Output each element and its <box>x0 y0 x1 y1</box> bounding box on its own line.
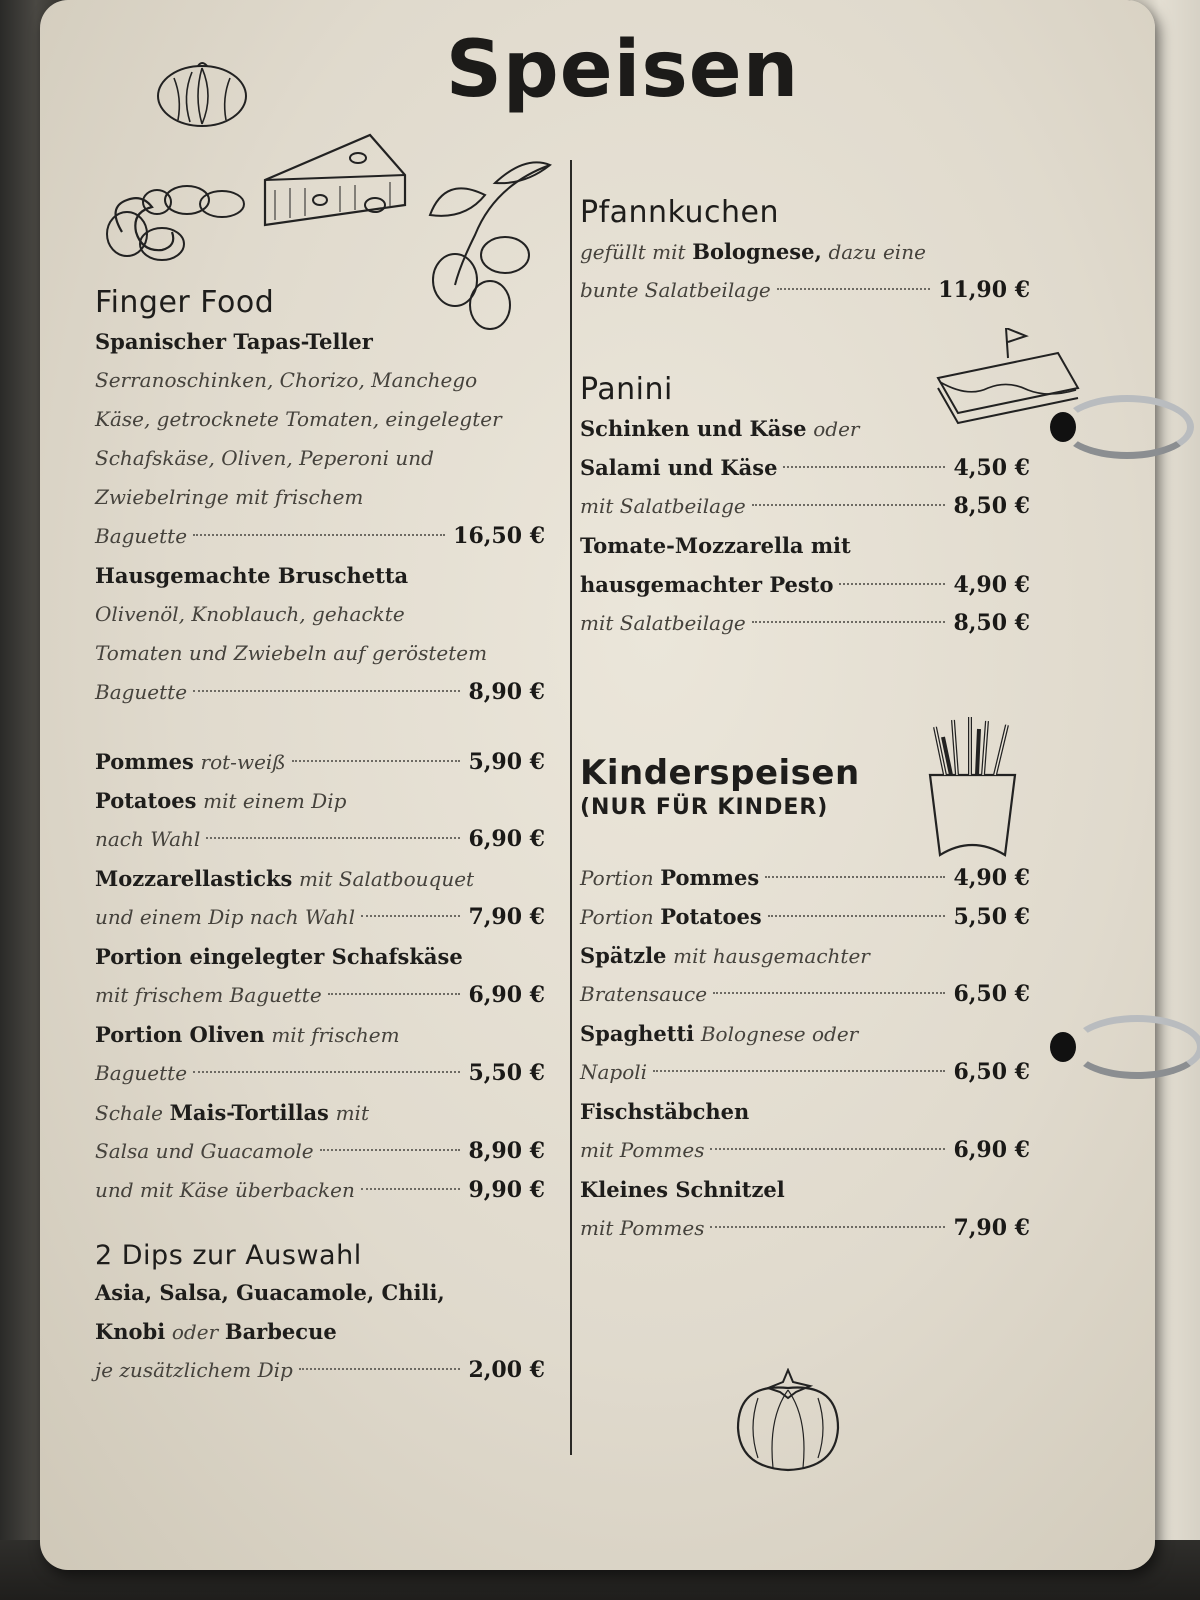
column-divider <box>570 160 572 1455</box>
item-desc: Serranoschinken, Chorizo, Manchego <box>95 368 478 392</box>
item-desc: Napoli <box>580 1060 648 1084</box>
binder-ring <box>1070 1015 1200 1079</box>
pfannkuchen-heading: Pfannkuchen <box>580 195 780 230</box>
item-desc: Portion <box>580 905 654 929</box>
item-desc: Bolognese oder <box>700 1022 859 1046</box>
item-name: Spanischer Tapas-Teller <box>95 329 373 354</box>
item-name: Kleines Schnitzel <box>580 1177 785 1202</box>
item-desc: Olivenöl, Knoblauch, gehackte <box>95 602 405 626</box>
item-price: 6,50 € <box>953 981 1030 1007</box>
item-desc: mit frischem Baguette <box>95 983 322 1007</box>
item-price: 16,50 € <box>453 523 545 549</box>
item-price: 7,90 € <box>468 904 545 930</box>
item-desc: Salsa und Guacamole <box>95 1139 314 1163</box>
item-name: Schinken und Käse <box>580 416 807 441</box>
item-name: Salami und Käse <box>580 455 778 480</box>
item-price: 6,90 € <box>953 1137 1030 1163</box>
page-title: Speisen <box>445 25 800 115</box>
dips-heading: 2 Dips zur Auswahl <box>95 1240 362 1271</box>
item-price: 4,50 € <box>953 455 1030 481</box>
item-name: Bolognese, <box>692 239 822 264</box>
item-price: 7,90 € <box>953 1215 1030 1241</box>
sausage-icon <box>102 172 247 267</box>
item-desc: Baguette <box>95 524 188 548</box>
item-name: Tomate-Mozzarella mit <box>580 533 851 558</box>
left-column <box>95 285 545 1390</box>
right-column <box>580 195 1030 1248</box>
item-desc: Bratensauce <box>580 982 708 1006</box>
item-desc: Portion <box>580 866 654 890</box>
extra-dip-label: je zusätzlichem Dip <box>95 1358 293 1382</box>
item-desc: Baguette <box>95 680 188 704</box>
item-desc: nach Wahl <box>95 827 201 851</box>
panini-heading: Panini <box>580 372 673 407</box>
dip-knobi: Knobi <box>95 1319 166 1344</box>
item-name: Mozzarellasticks <box>95 866 293 891</box>
finger-food-heading: Finger Food <box>95 285 275 320</box>
binder-ring <box>1060 395 1194 459</box>
item-desc: mit frischem <box>271 1023 400 1047</box>
item-desc: mit einem Dip <box>203 789 347 813</box>
item-name: Spätzle <box>580 943 667 968</box>
item-name: Pommes <box>95 749 194 774</box>
item-desc: gefüllt mit <box>580 240 686 264</box>
item-price: 6,90 € <box>468 826 545 852</box>
dip-or: oder <box>171 1320 219 1344</box>
item-price: 8,90 € <box>468 679 545 705</box>
item-desc: dazu eine <box>828 240 926 264</box>
item-desc: Schale <box>95 1101 163 1125</box>
item-name: Portion eingelegter Schafskäse <box>95 944 463 969</box>
kinder-subheading: (NUR FÜR KINDER) <box>580 795 829 820</box>
item-name: Spaghetti <box>580 1021 695 1046</box>
item-desc: mit <box>335 1101 369 1125</box>
item-desc: Käse, getrocknete Tomaten, eingelegter <box>95 407 502 431</box>
item-price: 4,90 € <box>953 572 1030 598</box>
item-name: hausgemachter Pesto <box>580 572 834 597</box>
menu-page <box>40 0 1155 1570</box>
item-desc: Tomaten und Zwiebeln auf geröstetem <box>95 641 488 665</box>
item-price: 9,90 € <box>468 1177 545 1203</box>
garlic-icon <box>152 58 252 130</box>
item-desc: oder <box>813 417 860 441</box>
item-desc: rot-weiß <box>200 750 286 774</box>
item-name: Hausgemachte Bruschetta <box>95 563 409 588</box>
item-desc: mit Pommes <box>580 1138 705 1162</box>
item-desc: mit Salatbeilage <box>580 611 746 635</box>
item-desc: und mit Käse überbacken <box>95 1178 355 1202</box>
item-price: 4,90 € <box>953 865 1030 891</box>
item-name: Potatoes <box>95 788 197 813</box>
cheese-icon <box>260 130 410 230</box>
tomato-icon <box>728 1368 848 1478</box>
item-price: 8,50 € <box>953 493 1030 519</box>
item-price: 5,90 € <box>468 749 545 775</box>
item-desc: und einem Dip nach Wahl <box>95 905 356 929</box>
item-price: 6,50 € <box>953 1059 1030 1085</box>
item-name: Portion Oliven <box>95 1022 265 1047</box>
item-price: 8,50 € <box>953 610 1030 636</box>
kinder-heading: Kinderspeisen <box>580 753 860 793</box>
item-desc: Zwiebelringe mit frischem <box>95 485 364 509</box>
item-desc: mit Salatbeilage <box>580 494 746 518</box>
item-desc: Schafskäse, Oliven, Peperoni und <box>95 446 434 470</box>
dip-barbecue: Barbecue <box>224 1319 337 1344</box>
item-desc: mit Pommes <box>580 1216 705 1240</box>
item-name: Fischstäbchen <box>580 1099 750 1124</box>
item-price: 5,50 € <box>468 1060 545 1086</box>
dips-list: Asia, Salsa, Guacamole, Chili, <box>95 1280 445 1305</box>
item-price: 11,90 € <box>938 277 1030 303</box>
item-name: Pommes <box>660 865 760 890</box>
item-price: 8,90 € <box>468 1138 545 1164</box>
item-desc: bunte Salatbeilage <box>580 278 771 302</box>
item-desc: Baguette <box>95 1061 188 1085</box>
extra-dip-price: 2,00 € <box>468 1357 545 1383</box>
item-name: Potatoes <box>660 904 762 929</box>
item-price: 5,50 € <box>953 904 1030 930</box>
item-desc: mit hausgemachter <box>673 944 870 968</box>
item-desc: mit Salatbouquet <box>299 867 475 891</box>
item-name: Mais-Tortillas <box>169 1100 329 1125</box>
item-price: 6,90 € <box>468 982 545 1008</box>
